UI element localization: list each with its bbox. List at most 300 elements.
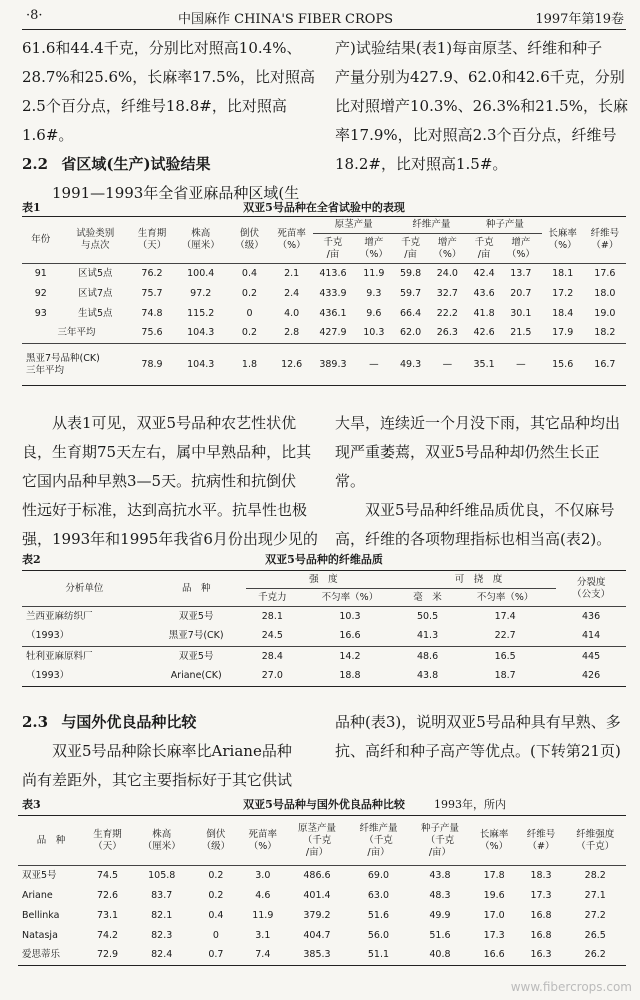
header-text: 黑亚7号品种(CK) [26, 352, 100, 364]
table-cell: 14.2 [339, 650, 361, 662]
table-cell: 10.3 [339, 610, 361, 622]
table-cell: 爱思蒂乐 [22, 949, 61, 961]
header-text: /亩 [404, 248, 417, 260]
table-cell: 32.7 [436, 287, 458, 299]
table3 [18, 815, 626, 966]
table-cell: 18.4 [552, 307, 574, 319]
table-cell: 7.4 [255, 949, 271, 961]
table-cell: 15.6 [552, 358, 574, 370]
table-cell: 76.2 [141, 267, 163, 279]
table-cell: 17.6 [594, 267, 616, 279]
table-cell: 436.1 [319, 307, 347, 319]
th-variety: 品 种 [147, 571, 246, 607]
table-cell: （1993） [26, 670, 70, 682]
body-line: 从表1可见，双亚5号品种农艺性状优 [52, 414, 297, 432]
page-number: ·8· [26, 8, 43, 23]
table-cell: 27.2 [584, 909, 606, 921]
header-text: （%） [248, 840, 277, 852]
th-inc [427, 234, 469, 264]
table-cell: 16.5 [494, 650, 516, 662]
table-cell: 16.8 [530, 929, 552, 941]
table-cell: 82.1 [151, 909, 173, 921]
table-cell: 0.2 [241, 287, 258, 299]
table-cell: 26.2 [584, 949, 606, 961]
header-text: （千克 [364, 834, 393, 846]
table-cell: 59.8 [400, 267, 422, 279]
header-text: （%） [548, 240, 577, 251]
th-fiber [348, 816, 409, 866]
th-fno [518, 816, 565, 866]
table-cell: 486.6 [303, 869, 331, 881]
header-text: （级） [235, 240, 264, 251]
header-text: 增产 [511, 236, 531, 248]
table-cell: 9.6 [366, 307, 382, 319]
table-cell: 74.8 [141, 307, 163, 319]
th-inc [353, 234, 395, 264]
table-cell: 黑亚7号(CK) [168, 630, 224, 642]
header-text: （#） [527, 840, 555, 852]
table-cell: — [442, 358, 453, 370]
table-row [18, 926, 626, 946]
header-text: 千克 [323, 236, 343, 248]
header-text: （厘米） [181, 240, 220, 251]
table-cell: 兰西亚麻纺织厂 [26, 610, 93, 622]
table-cell: 17.9 [552, 327, 574, 339]
table-cell: 74.2 [96, 929, 119, 941]
header-text: （级） [201, 840, 231, 852]
header-text: （#） [591, 240, 619, 251]
header-text: 纤维号 [590, 228, 620, 239]
right-column-top [335, 34, 631, 179]
th-strength: 强 度 [246, 571, 401, 589]
table-cell: 66.4 [400, 307, 422, 319]
th-flex: 可 挠 度 [401, 571, 556, 589]
table-cell: 17.8 [483, 869, 505, 881]
table-cell: 区试7点 [77, 287, 113, 299]
th-inc [500, 234, 542, 264]
th-variety: 品 种 [36, 834, 66, 846]
table-cell: 48.3 [429, 889, 451, 901]
table-cell: 18.2 [594, 327, 616, 339]
body-line: 率17.9%，比对照高2.3个百分点，纤维号 [335, 126, 617, 144]
table1 [22, 216, 626, 386]
table-cell: 16.3 [530, 949, 552, 961]
table-cell: 51.1 [367, 949, 390, 961]
table3-note: 1993年，所内 [434, 798, 506, 811]
table-cell: 19.0 [594, 307, 616, 319]
table-cell: 17.3 [483, 929, 505, 941]
table-cell: Natasja [22, 929, 58, 941]
table-cell: 413.6 [319, 267, 347, 279]
header-text: /亩 [477, 248, 491, 260]
table-cell: 69.0 [367, 869, 390, 881]
table-cell: 0.2 [208, 869, 224, 881]
table-cell: 0 [212, 929, 219, 941]
body-line: 28.7%和25.6%，长麻率17.5%，比对照高 [22, 68, 315, 86]
table-cell: 43.8 [416, 670, 439, 682]
left-column-bottom [22, 708, 318, 795]
table-cell: 3.0 [255, 869, 271, 881]
table-cell: Ariane [22, 889, 53, 901]
header-text: 纤维产量 [359, 822, 398, 834]
table-cell: 414 [582, 630, 601, 642]
table-cell: 59.7 [400, 287, 422, 299]
table-cell: 生试5点 [77, 307, 113, 319]
th-cv: 不匀率（%） [299, 589, 401, 607]
table-cell: 43.6 [473, 287, 495, 299]
body-line: 大旱，连续近一个月没下雨，其它品种均出 [335, 414, 621, 432]
table-cell: 72.6 [96, 889, 119, 901]
table-cell: 18.7 [494, 670, 516, 682]
table-cell: 104.3 [187, 327, 215, 339]
table-cell: 433.9 [319, 287, 347, 299]
table-cell: 17.0 [483, 909, 505, 921]
table-cell: 51.6 [429, 929, 451, 941]
section-number: 2.3 [22, 713, 49, 731]
table-cell: 11.9 [252, 909, 274, 921]
table-cell: 17.2 [552, 287, 574, 299]
header-text: 纤维号 [526, 828, 556, 840]
table-cell: 21.5 [510, 327, 532, 339]
table-cell: 0.7 [208, 949, 224, 961]
table-cell: 13.7 [510, 267, 532, 279]
th-death [239, 816, 286, 866]
table-cell: 49.9 [429, 909, 451, 921]
header-text: （厘米） [142, 840, 181, 852]
th-year: 年份 [22, 217, 60, 264]
body-line: 18.2#，比对照高1.5#。 [335, 155, 508, 173]
header-text: 长麻率 [479, 828, 509, 840]
table-row [22, 647, 626, 667]
table-cell: 104.3 [187, 358, 215, 370]
table-cell: 30.1 [510, 307, 532, 319]
header-text: 长麻率 [548, 228, 577, 239]
table-cell: Ariane(CK) [170, 670, 222, 682]
header-text: （%） [506, 248, 535, 260]
table-cell: 41.3 [416, 630, 439, 642]
th-kg [395, 234, 427, 264]
table-cell: 16.7 [594, 358, 616, 370]
table2-label: 表2 [22, 553, 41, 566]
header-text: 增产 [364, 236, 384, 248]
header-text: 生育期 [137, 228, 167, 239]
th-seed: 种子产量 [468, 217, 542, 234]
table-cell: 区试5点 [77, 267, 113, 279]
body-line: 常。 [335, 472, 366, 490]
th-long [471, 816, 518, 866]
table-cell: 115.2 [187, 307, 215, 319]
table-cell: 2.8 [284, 327, 300, 339]
table2-caption [22, 550, 626, 568]
table-cell: 17.3 [530, 889, 552, 901]
table-cell: 82.3 [151, 929, 173, 941]
table-cell: 9.3 [366, 287, 382, 299]
header-text: （千克 [302, 834, 332, 846]
table-cell: 40.8 [429, 949, 451, 961]
table-cell: 445 [582, 650, 601, 662]
header-text: 种子产量 [420, 822, 459, 834]
table-cell: 74.5 [96, 869, 119, 881]
header-text: 倒伏 [206, 828, 226, 840]
table-cell: 43.8 [429, 869, 451, 881]
th-height [131, 816, 192, 866]
left-column-mid [22, 409, 318, 554]
table-row [22, 607, 626, 627]
header-text: 株高 [152, 828, 172, 840]
header-text: （公支） [572, 588, 611, 600]
table-cell: 三年平均 [57, 327, 96, 339]
body-line: 品种(表3)，说明双亚5号品种具有早熟、多 [335, 713, 621, 731]
table-row [18, 886, 626, 906]
table-cell: 35.1 [473, 358, 495, 370]
table-cell: 4.0 [284, 307, 300, 319]
table-cell: 18.0 [594, 287, 616, 299]
header-text: （%） [277, 240, 306, 251]
table-cell: 100.4 [187, 267, 215, 279]
header-text: 原茎产量 [297, 822, 336, 834]
section-heading-2-2 [22, 150, 318, 179]
header-text: 纤维强度 [576, 828, 615, 840]
th-type [60, 217, 131, 264]
table-cell: 426 [582, 670, 601, 682]
table-cell: 11.9 [363, 267, 385, 279]
th-kg [468, 234, 500, 264]
body-line: 双亚5号品种纤维品质优良，不仅麻号 [365, 501, 615, 519]
th-death [271, 217, 313, 264]
th-seed [409, 816, 470, 866]
th-fno [584, 217, 626, 264]
th-stem [286, 816, 347, 866]
table-cell: 16.6 [483, 949, 505, 961]
table1-caption [22, 198, 626, 216]
table-row [18, 906, 626, 926]
table-cell: 18.1 [552, 267, 574, 279]
header-text: （%） [359, 248, 388, 260]
header-text: 株高 [191, 228, 211, 239]
body-line: 产量分别为427.9、62.0和42.6千克，分别 [335, 68, 625, 86]
table-cell: 16.8 [530, 909, 552, 921]
table-cell: 17.4 [494, 610, 516, 622]
body-line: 强，1993年和1995年我省6月份出现少见的 [22, 530, 318, 548]
body-line: 61.6和44.4千克，分别比对照高10.4%、 [22, 39, 302, 57]
table-cell: 82.4 [151, 949, 173, 961]
table-row-ck [22, 344, 626, 386]
th-mm: 毫 米 [401, 589, 454, 607]
th-kgf: 千克力 [246, 589, 299, 607]
table-cell: 0.2 [241, 327, 258, 339]
body-line: 双亚5号品种除长麻率比Ariane品种 [52, 742, 292, 760]
th-split [556, 571, 626, 607]
table-cell: 72.9 [96, 949, 119, 961]
table-cell: 27.1 [584, 889, 606, 901]
table2-title: 双亚5号品种的纤维品质 [265, 553, 383, 566]
header-text: （天） [137, 240, 167, 251]
right-column-mid [335, 409, 631, 554]
table-cell: 42.6 [473, 327, 495, 339]
table-row [22, 627, 626, 647]
body-line: 2.5个百分点，纤维号18.8#，比对照高 [22, 97, 287, 115]
header-text: /亩） [367, 846, 390, 858]
header-text: 三年平均 [26, 364, 65, 376]
table3-caption [22, 795, 626, 813]
body-line: 高，纤维的各项物理指标也相当高(表2)。 [335, 530, 612, 548]
table-cell: 436 [582, 610, 601, 622]
table-cell: 双亚5号 [178, 610, 214, 622]
table-cell: 62.0 [400, 327, 422, 339]
table-cell: （1993） [26, 630, 70, 642]
header-text: 死苗率 [277, 228, 306, 239]
header-text: 增产 [437, 236, 457, 248]
table2 [22, 570, 626, 687]
th-cv: 不匀率（%） [454, 589, 556, 607]
body-line: 产)试验结果(表1)每亩原茎、纤维和种子 [335, 39, 603, 57]
table-cell: 12.6 [281, 358, 303, 370]
table-cell: 49.3 [400, 358, 422, 370]
table-row [22, 284, 626, 304]
table-cell: 385.3 [303, 949, 331, 961]
th-height [173, 217, 228, 264]
table-cell: 83.7 [151, 889, 173, 901]
body-line: 1991—1993年全省亚麻品种区域(生 [52, 184, 300, 202]
header-text: 与点次 [80, 240, 110, 251]
header-text: 生育期 [93, 828, 122, 840]
table-cell: 73.1 [96, 909, 119, 921]
header-text: 试验类别 [76, 228, 115, 239]
table-cell: 10.3 [363, 327, 385, 339]
table-cell: 427.9 [319, 327, 347, 339]
table-cell: 1.8 [241, 358, 258, 370]
table3-label: 表3 [22, 798, 41, 811]
header-text: 分裂度 [576, 576, 606, 588]
page-header [0, 0, 640, 30]
table-cell: 48.6 [416, 650, 439, 662]
table-cell: 389.3 [319, 358, 347, 370]
table-cell: 91 [34, 267, 47, 279]
table-cell: 97.2 [190, 287, 212, 299]
body-line: 比对照增产10.3%、26.3%和21.5%，长麻 [335, 97, 628, 115]
header-text: （千克） [576, 840, 615, 852]
header-text: 千克 [401, 236, 421, 248]
section-number: 2.2 [22, 155, 49, 173]
th-growth [131, 217, 173, 264]
table-row [22, 667, 626, 687]
table-cell [22, 344, 131, 386]
section-heading-2-3 [22, 708, 318, 737]
th-fiber: 纤维产量 [395, 217, 469, 234]
table-cell: 92 [34, 287, 47, 299]
header-text: /亩 [326, 248, 340, 260]
table-cell: — [369, 358, 379, 370]
table-cell: 牡利亚麻原料厂 [26, 650, 93, 662]
table-cell: 2.4 [284, 287, 300, 299]
table1-title: 双亚5号品种在全省试验中的表现 [243, 201, 405, 214]
header-text: 千克 [474, 236, 494, 248]
table-cell: 28.1 [261, 610, 283, 622]
table-row-average [22, 324, 626, 344]
header-text: （%） [480, 840, 509, 852]
table-cell: 41.8 [473, 307, 495, 319]
body-line: 1.6#。 [22, 126, 74, 144]
table-cell: 75.7 [141, 287, 163, 299]
table-cell: 18.8 [339, 670, 361, 682]
table-cell: 0.4 [208, 909, 224, 921]
th-stem: 原茎产量 [313, 217, 395, 234]
table-cell: 28.2 [584, 869, 606, 881]
header-rule [22, 29, 626, 30]
watermark: www.fibercrops.com [510, 980, 632, 994]
table-cell: 24.0 [436, 267, 458, 279]
th-kg [313, 234, 353, 264]
table-cell: 16.6 [339, 630, 361, 642]
body-line: 抗、高纤和种子高产等优点。(下转第21页) [335, 742, 621, 760]
table-cell: 28.4 [261, 650, 283, 662]
table-cell: 0 [246, 307, 253, 319]
left-column-top [22, 34, 318, 208]
th-fstr [564, 816, 626, 866]
right-column-bottom [335, 708, 631, 766]
table-cell: Bellinka [22, 909, 60, 921]
table-cell: 78.9 [141, 358, 163, 370]
header-text: /亩） [305, 846, 329, 858]
table-cell: 56.0 [367, 929, 390, 941]
th-lodge [228, 217, 270, 264]
table-cell: 2.1 [284, 267, 300, 279]
table-cell: 20.7 [510, 287, 532, 299]
table-cell: 0.4 [241, 267, 258, 279]
th-growth [84, 816, 131, 866]
table-row [18, 946, 626, 966]
table-cell: 26.5 [584, 929, 606, 941]
table1-label: 表1 [22, 201, 41, 214]
table-cell: 27.0 [261, 670, 283, 682]
table-cell: 42.4 [473, 267, 495, 279]
header-text: /亩） [428, 846, 452, 858]
th-long [542, 217, 584, 264]
table-cell: 51.6 [367, 909, 390, 921]
table-cell: 22.2 [436, 307, 458, 319]
section-title: 省区域(生产)试验结果 [61, 155, 211, 173]
table-cell: 0.2 [208, 889, 224, 901]
table-cell: 18.3 [530, 869, 552, 881]
body-line: 良，生育期75天左右，属中早熟品种，比其 [22, 443, 312, 461]
body-line: 它国内品种早熟3—5天。抗病性和抗倒伏 [22, 472, 297, 490]
table3-title: 双亚5号品种与国外优良品种比较 [243, 798, 405, 811]
body-line: 现严重萎蔫，双亚5号品种却仍然生长正 [335, 443, 600, 461]
table-cell: 105.8 [148, 869, 176, 881]
table-cell: 63.0 [367, 889, 390, 901]
table-cell: 双亚5号 [178, 650, 214, 662]
table-cell: 401.4 [303, 889, 331, 901]
header-text: 倒伏 [239, 228, 259, 239]
table-row [22, 304, 626, 324]
table-cell: 404.7 [303, 929, 331, 941]
th-unit: 分析单位 [22, 571, 147, 607]
table-cell: 93 [34, 307, 47, 319]
volume-info: 1997年第19卷 [535, 12, 624, 27]
body-line: 性远好于标准，达到高抗水平。抗旱性也极 [22, 501, 308, 519]
table-cell: 双亚5号 [22, 869, 57, 881]
section-title: 与国外优良品种比较 [61, 713, 197, 731]
header-text: （天） [93, 840, 122, 852]
table-row [18, 866, 626, 886]
table-cell: 22.7 [494, 630, 516, 642]
table-cell: 75.6 [141, 327, 163, 339]
header-text: 死苗率 [248, 828, 278, 840]
table-cell: 26.3 [436, 327, 458, 339]
table-cell: 379.2 [303, 909, 331, 921]
table-cell: — [516, 358, 526, 370]
table-cell: 24.5 [261, 630, 283, 642]
